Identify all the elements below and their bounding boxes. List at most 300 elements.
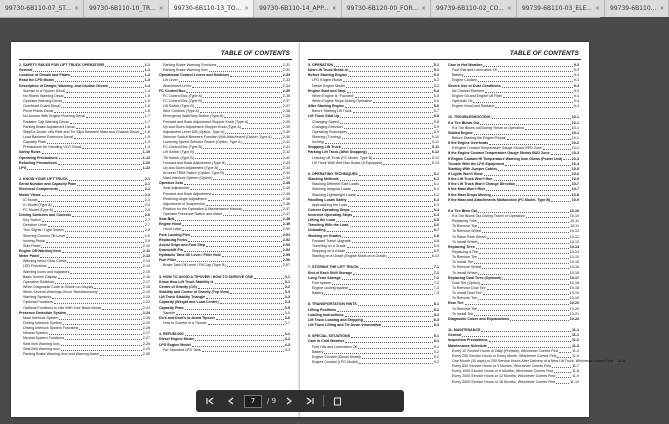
dot-leader — [40, 257, 142, 258]
toc-entry[interactable] — [308, 161, 439, 166]
toc-entry-page: 2-48 — [282, 217, 290, 222]
toc-entry-page: 2-30 — [142, 351, 150, 356]
toc-entry-page: 5-5 — [433, 93, 439, 98]
dot-leader — [200, 112, 282, 113]
dot-leader — [72, 216, 144, 217]
toc-entry-page: 2-54 — [282, 248, 290, 253]
close-icon[interactable]: × — [244, 5, 250, 12]
toc-entry-page: 6-8 — [433, 238, 439, 243]
toc-entry-title: Every 500 Service Hours or 3 Months, Whichever Comes First — [452, 364, 552, 369]
toc-entry-title: No Riders Warning Decal — [23, 93, 64, 98]
toc-entry[interactable] — [159, 263, 290, 268]
toc-entry-title: Capacity (Weight and Load Center) — [159, 300, 219, 305]
toc-entry-page: 2-46 — [282, 196, 290, 201]
dot-leader — [348, 201, 433, 202]
toc-entry-page: 10-8 — [571, 192, 579, 197]
toc-entry-page: 5-13 — [431, 155, 439, 160]
dot-leader — [203, 97, 282, 98]
toc-entry-title: Armrest TRIM Switch (Option, Type B) — [163, 170, 224, 175]
toc-entry[interactable] — [308, 254, 439, 259]
toc-entry-title: FC Control Box (Type B) — [163, 98, 203, 103]
toc-entry-title: Do's and Dont's to Avoid Tipover — [159, 315, 216, 320]
toc-column-1 — [19, 63, 150, 357]
toc-entry-page: 1-5 — [144, 98, 150, 103]
toc-entry-page: 2-20 — [142, 295, 150, 300]
toc-entry-page: 5-3 — [433, 83, 439, 88]
dot-leader — [502, 87, 573, 88]
toc-entry-title: 6. OPERATING TECHNIQUES — [308, 171, 358, 176]
close-icon[interactable]: × — [73, 5, 79, 12]
dot-leader — [222, 256, 282, 257]
dot-leader — [225, 133, 281, 134]
toc-entry-page: 7-2 — [433, 275, 439, 280]
toc-entry-title: Before Starting Lift Truck — [312, 109, 352, 114]
toc-entry-title: To Install Tire — [452, 311, 474, 316]
toc-entry-title: If Engine Coolant Temperature Gauge Shows RED Zone — [452, 146, 543, 151]
toc-entry-page: 9-3 — [573, 62, 579, 67]
toc-entry-title: Maintenance Schedule — [448, 343, 487, 348]
toc-entry-page: 2-9 — [144, 238, 150, 243]
dot-leader — [478, 212, 569, 213]
close-icon[interactable]: × — [331, 5, 337, 12]
toc-entry-page: 11-1 — [572, 328, 579, 333]
toc-entry[interactable] — [308, 323, 439, 328]
dot-leader — [494, 180, 571, 181]
toc-entry-title: General — [19, 68, 33, 73]
dot-leader — [225, 174, 282, 175]
toc-entry-page: 7-1 — [433, 265, 439, 270]
toc-entry[interactable] — [159, 321, 290, 326]
toc-entry-page: 11-5 — [572, 353, 579, 358]
toc-entry-title: Battery — [452, 73, 464, 78]
dot-leader — [217, 66, 281, 67]
toc-entry-page: 2-50 — [282, 227, 290, 232]
dot-leader — [360, 185, 433, 186]
toc-entry-page: 6-2 — [433, 192, 439, 197]
dot-leader — [347, 247, 433, 248]
dot-leader — [94, 288, 141, 289]
dot-leader — [348, 76, 433, 77]
tab-3[interactable] — [254, 0, 342, 17]
toc-entry-title: Operator Warning Decal — [23, 98, 62, 103]
toc-entry[interactable] — [308, 291, 439, 296]
dot-leader — [346, 87, 433, 88]
toc-entry-title: Warning Icons and Indicators — [23, 269, 70, 274]
toc-entry-page: 2-53 — [282, 242, 290, 247]
toc-entry-title: Lift Lever — [163, 78, 178, 83]
toc-entry-page: 5-2 — [433, 78, 439, 83]
toc-entry-page: 10-22 — [569, 316, 579, 321]
toc-entry-page: 2-56 — [282, 258, 290, 263]
toc-entry-title: Tilt Switch (Type B) — [163, 155, 194, 160]
toc-entry-title: Hood Latch — [163, 227, 182, 232]
toc-entry-title: To Remove Wheel — [452, 229, 482, 234]
dot-leader — [243, 210, 282, 211]
toc-entry-page: 10-5 — [571, 166, 579, 171]
toc-entry-title: Handling Loads Safely — [308, 197, 347, 202]
toc-entry-title: Overhead Guard Decal — [23, 104, 60, 109]
dot-leader — [337, 311, 433, 312]
toc-entry-page: 9-4 — [573, 88, 579, 93]
close-icon[interactable]: × — [506, 5, 512, 12]
dot-leader — [350, 226, 433, 227]
toc-entry-title: Lift Truck Loading and Shipping — [308, 317, 363, 322]
dot-leader — [487, 289, 569, 290]
toc-entry[interactable] — [448, 380, 579, 385]
toc-entry-title: To Install Wheel — [452, 239, 478, 244]
dot-leader — [212, 194, 282, 195]
dot-leader — [54, 303, 142, 304]
toc-entry-title: Refueling Precautions — [19, 160, 57, 165]
toc-entry-title: If the Engine Coolant Temperature Gauge Shows BUD Zone — [448, 151, 550, 156]
dot-leader — [325, 143, 431, 144]
toc-entry-page: 5-9 — [433, 129, 439, 134]
toc-entry-page: 1-9 — [144, 134, 150, 139]
toc-entry-page: 5-11 — [432, 145, 439, 150]
toc-entry-page: 5-2 — [433, 73, 439, 78]
toc-entry-page: 10-9 — [571, 197, 579, 202]
dot-leader — [224, 117, 281, 118]
toc-entry-page: 10-7 — [571, 187, 579, 192]
dot-leader — [507, 139, 571, 140]
toc-entry-page: 9-4 — [573, 104, 579, 109]
toc-entry-page: 1-22 — [142, 165, 150, 170]
dot-leader — [382, 326, 433, 327]
toc-entry[interactable] — [448, 198, 579, 203]
dot-leader — [66, 92, 144, 93]
dot-leader — [67, 314, 142, 315]
toc-entry-page: 5-8 — [433, 114, 439, 119]
toc-entry-title: Basic Screen Display — [23, 274, 57, 279]
dot-leader — [342, 138, 431, 139]
toc-entry-page: 2-8 — [144, 228, 150, 233]
toc-entry-page: 1-8 — [144, 124, 150, 129]
dot-leader — [227, 266, 282, 267]
page-total: / 9 — [267, 397, 277, 405]
dot-leader — [505, 165, 571, 166]
toc-entry-title: If a Tire Blew Out — [448, 208, 478, 213]
toc-entry-page: 2-46 — [282, 201, 290, 206]
toc-entry-page: 2-5 — [144, 207, 150, 212]
toc-entry-title: 9. SPECIAL SITUATIONS — [308, 334, 350, 339]
tab-4[interactable] — [342, 0, 431, 17]
toc-entry-title: Emergency Wait/Stop Button (Type A) — [163, 114, 224, 119]
toc-entry-title: LED Functions — [23, 264, 47, 269]
dot-leader — [33, 71, 143, 72]
toc-entry[interactable] — [159, 348, 290, 353]
toc-entry-title: Engine Coolant (Diesel Model) — [312, 354, 361, 359]
toc-entry-title: Neutral System Functions — [23, 336, 65, 341]
toc-entry-title: Driving Interlock System — [23, 321, 62, 326]
toc-entry-page: 5-13 — [431, 160, 439, 165]
toc-entry-page: 2-57 — [282, 263, 290, 268]
close-icon[interactable]: × — [158, 5, 164, 12]
dot-leader — [61, 345, 142, 346]
dot-leader — [464, 76, 572, 77]
toc-entry-title: To Remove Wheel — [452, 265, 482, 270]
toc-entry-title: Presence Detection System — [19, 310, 67, 315]
toc-entry-title: Optional Functions — [23, 300, 53, 305]
dot-leader — [195, 107, 282, 108]
toc-entry-title: Engine Off Warning Item — [19, 249, 61, 254]
dot-leader — [383, 164, 431, 165]
toc-entry-page: 7-1 — [433, 270, 439, 275]
dot-leader — [59, 190, 144, 191]
toc-entry-page: 2-51 — [282, 232, 290, 237]
toc-entry-page: 10-1 — [571, 120, 579, 125]
toc-entry-title: Description of Danger, Warning, and Caution Decals — [19, 83, 108, 88]
toc-entry-page: 2-35 — [282, 88, 290, 93]
toc-entry-title: Steering Column Tilt Lever — [23, 233, 66, 238]
toc-entry-page: 8-2 — [433, 312, 439, 317]
toc-entry-page: 6-4 — [433, 207, 439, 212]
toc-entry-title: Capacity Plate — [23, 140, 47, 145]
dot-leader — [46, 242, 144, 243]
tab-2[interactable] — [169, 0, 254, 17]
toc-entry-page: 1-9 — [144, 145, 150, 150]
fit-page-button[interactable] — [329, 393, 345, 409]
toc-entry-page: 1-8 — [144, 129, 150, 134]
first-page-button[interactable] — [202, 393, 218, 409]
dot-leader — [59, 319, 141, 320]
toc-entry-page: 5-7 — [433, 109, 439, 114]
toc-entry-title: Lift Truck With Wet Disc Brake (If Equipped) — [312, 160, 383, 165]
toc-entry-title: Battery — [312, 349, 324, 354]
dot-leader — [70, 123, 144, 124]
dot-leader — [556, 383, 569, 384]
dot-leader — [614, 362, 617, 363]
dot-leader — [140, 133, 144, 134]
toc-entry-page: 2-16 — [142, 274, 150, 279]
dot-leader — [482, 268, 568, 269]
tab-label: 99730-6B110-13_TO... — [173, 5, 242, 12]
dot-leader — [53, 206, 144, 207]
toc-entry-page: 1-6 — [144, 104, 150, 109]
toc-entry[interactable] — [19, 352, 150, 357]
toc-entry-page: 9-2 — [433, 349, 439, 354]
toc-entry-page: 2-39 — [282, 124, 290, 129]
toc-entry-page: 10-7 — [571, 182, 579, 187]
toc-entry-page: 7-3 — [433, 291, 439, 296]
toc-entry-page: 6-1 — [433, 177, 439, 182]
dot-leader — [216, 319, 284, 320]
tab-1[interactable] — [84, 0, 169, 17]
toc-entry-title: Replacing Tires — [452, 219, 477, 224]
last-page-icon — [306, 397, 314, 405]
dot-leader — [102, 309, 141, 310]
toc-entry-title: FC Model (Type B) — [23, 207, 54, 212]
dot-leader — [481, 284, 568, 285]
toc-entry-title: Serial Number and Capacity Plate — [19, 182, 77, 187]
toc-entry-title: Diesel Engine Model — [312, 83, 345, 88]
toc-entry-page: 1-4 — [144, 83, 150, 88]
toc-entry-title: Reclining Angle Adjustment — [163, 196, 207, 201]
toc-entry[interactable] — [19, 166, 150, 171]
toc-entry-title: If a Tire Blows out During Travel or Operation — [452, 125, 524, 130]
toc-entry-page: 10-12 — [569, 229, 579, 234]
toc-entry-title: Operation Switches — [23, 279, 55, 284]
toc-entry-page: 10-1 — [571, 130, 579, 135]
dot-leader — [69, 180, 144, 181]
toc-entry-title: Replacing Dual Tires (Optional) — [448, 275, 502, 280]
toc-entry-page: 5-11 — [432, 140, 439, 145]
toc-entry-page: 2-15 — [142, 269, 150, 274]
close-icon[interactable]: × — [595, 5, 601, 12]
toc-entry-title: Adjustment of Suspension — [163, 201, 205, 206]
toc-entry-page: 10-2 — [571, 146, 579, 151]
toc-entry-page: 2-3 — [144, 192, 150, 197]
toc-entry-page: 10-15 — [569, 255, 579, 260]
toc-entry-title: Neutral System — [23, 331, 48, 336]
toc-entry-title: When Diagnostic Code Is Shown on Display — [23, 285, 94, 290]
toc-entry-title: Before Starting Engine — [308, 73, 347, 78]
tab-7[interactable] — [605, 0, 669, 17]
toc-entry-page: 6-1 — [433, 182, 439, 187]
close-icon[interactable]: × — [659, 5, 665, 12]
next-page-icon — [285, 397, 293, 405]
toc-entry-page: 11-1 — [572, 333, 579, 338]
toc-entry-title: Mast Interlock System — [23, 315, 59, 320]
toc-entry-title: If the Lift Truck Won't Run — [448, 177, 493, 182]
close-icon[interactable]: × — [421, 5, 427, 12]
toc-entry-title: Fuel Filler — [159, 258, 176, 263]
toc-entry-title: Lift Switch (Type B) — [163, 150, 194, 155]
dot-leader — [332, 284, 432, 285]
toc-entry-page: 2-22 — [142, 300, 150, 305]
dot-leader — [474, 263, 569, 264]
dot-leader — [352, 242, 433, 243]
dot-leader — [563, 159, 571, 160]
toc-entry-title: Before Starting the Engine Repair — [452, 135, 506, 140]
dot-leader — [47, 143, 144, 144]
toc-entry-title: Engine Coolant (LPG Model) — [312, 360, 358, 364]
toc-entry-title: Forward Travel Upgrade — [312, 238, 351, 243]
toc-entry-page: 2-25 — [142, 315, 150, 320]
toc-entry-title: Every 2000 Service Hours or 12 Months, Whichever Comes First — [452, 374, 556, 379]
toc-entry-page: 2-33 — [282, 73, 290, 78]
dot-leader — [99, 293, 142, 294]
dot-leader — [502, 279, 568, 280]
dot-leader — [185, 335, 284, 336]
toc-entry[interactable] — [308, 360, 439, 365]
dot-leader — [202, 351, 284, 352]
page-number-input[interactable]: 7 — [244, 395, 262, 408]
toc-entry-page: 2-26 — [142, 326, 150, 331]
toc-entry-title: 1. SAFETY RULES FOR LIFT TRUCK OPERATORS — [19, 62, 105, 67]
toc-entry-page: 10-11 — [570, 219, 579, 224]
dot-leader — [359, 175, 433, 176]
toc-entry[interactable] — [448, 104, 579, 109]
toc-entry-page: 11-7 — [572, 364, 579, 369]
dot-leader — [342, 237, 433, 238]
tab-0[interactable] — [0, 0, 84, 17]
toc-entry-page: 10-14 — [569, 250, 579, 255]
toc-entry-page: 2-42 — [282, 150, 290, 155]
dot-leader — [347, 92, 433, 93]
toc-entry-page: 10-19 — [569, 291, 579, 296]
toc-entry-title: Parking Brake Adjustment Decal — [23, 124, 75, 129]
dot-leader — [182, 225, 282, 226]
page-navigation-bar — [196, 390, 404, 412]
dot-leader — [345, 316, 433, 317]
toc-entry-page: 10-10 — [569, 208, 579, 213]
tab-5[interactable] — [431, 0, 517, 17]
toc-entry[interactable] — [448, 317, 579, 322]
dot-leader — [481, 331, 571, 332]
dot-leader — [355, 97, 433, 98]
toc-entry-title: Brake Tank Oil Level / Fill Cap (Type B) — [163, 263, 226, 268]
dot-leader — [65, 231, 144, 232]
dot-leader — [353, 274, 433, 275]
dot-leader — [71, 76, 144, 77]
toc-entry-page: 10-6 — [571, 177, 579, 182]
toc-entry-title: Replacing Tires — [448, 244, 475, 249]
dot-leader — [349, 71, 433, 72]
toc-entry-title: Downshift Pin — [159, 248, 183, 253]
toc-entry-page: 10-14 — [569, 244, 579, 249]
toc-entry-title: New Lift Truck Break-in — [308, 68, 348, 73]
toolbar-separator — [323, 395, 324, 407]
dot-leader — [473, 102, 572, 103]
toc-entry-title: Every 3000 Service Hours or 18 Months, Whichever Comes First — [452, 379, 556, 384]
page-toc-2 — [300, 42, 625, 417]
last-page-button[interactable] — [302, 393, 318, 409]
toc-entry-title: 8. TRANSPORTATION HINTS — [308, 302, 357, 307]
toc-entry-title: Incorrect Operating Steps — [308, 213, 353, 218]
toc-entry-title: Working on Grades — [308, 233, 342, 238]
dot-leader — [556, 377, 571, 378]
toc-entry-page: 1-5 — [144, 93, 150, 98]
prev-page-button[interactable] — [223, 393, 239, 409]
dot-leader — [353, 112, 433, 113]
dot-leader — [559, 352, 571, 353]
dot-leader — [388, 257, 431, 258]
dot-leader — [484, 175, 571, 176]
toc-entry-title: If the Lift Truck Won't Change Direction — [448, 182, 516, 187]
dot-leader — [54, 211, 144, 212]
dot-leader — [479, 253, 569, 254]
toc-entry-page: 8-3 — [433, 317, 439, 322]
toc-entry-title: Stacking Irregular Loads — [312, 187, 351, 192]
toc-entry-title: Forward and Back Adjustment (Type B) — [163, 160, 226, 165]
dot-leader — [42, 153, 142, 154]
dot-leader — [230, 293, 283, 294]
toc-entry-title: Changing Direction — [312, 124, 343, 129]
toc-entry-page: 9-4 — [573, 98, 579, 103]
toc-entry-title: Fuel Oils and Lubrication Oil — [312, 344, 358, 349]
dot-leader — [551, 201, 571, 202]
toc-entry-page: 2-10 — [142, 243, 150, 248]
toc-entry-page: 11-8 — [572, 369, 579, 374]
dot-leader — [242, 128, 282, 129]
toc-entry-title: Key Switch — [23, 218, 41, 223]
dot-leader — [480, 124, 570, 125]
toc-entry-page: 10-3 — [571, 151, 579, 156]
toc-entry-page: 6-2 — [433, 187, 439, 192]
dot-leader — [184, 184, 282, 185]
toc-entry-title: Fuel Oils and Lubrication Oil — [452, 68, 498, 73]
toc-entry-title: How to Survive in a Tipover — [163, 321, 207, 326]
dot-leader — [65, 339, 142, 340]
toc-entry-title: Location of Decals and Plates — [19, 73, 70, 78]
tab-6[interactable] — [517, 0, 605, 17]
document-viewer[interactable] — [0, 18, 625, 424]
toc-entry-page: 11-10 — [570, 379, 579, 384]
dot-leader — [348, 133, 433, 134]
toc-entry-title: One Month (30 days) or 200 Service Hours After Delivery of a New Lift Truck, Whichever Comes First — [452, 359, 613, 363]
toc-entry-title: Replacing Forks — [159, 237, 187, 242]
next-page-button[interactable] — [281, 393, 297, 409]
